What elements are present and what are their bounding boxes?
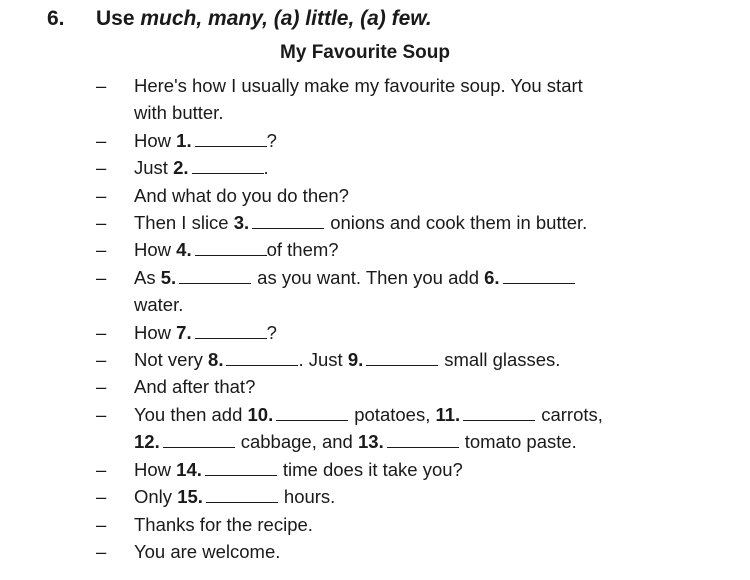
line-text: How (134, 321, 177, 343)
exercise-heading (47, 7, 432, 31)
dialogue-line-2 (96, 127, 736, 154)
page-title: My Favourite Soup (280, 42, 450, 63)
dialogue-line-7 (96, 264, 736, 319)
dialogue-line-11 (96, 401, 736, 456)
blank-12[interactable] (163, 433, 235, 448)
line-text: carrots, (541, 403, 603, 425)
blank-number: 15. (177, 486, 203, 508)
blank-number: 12. (134, 431, 160, 453)
line-text: How (134, 458, 177, 480)
exercise-instruction-words: much, many, (a) little, (a) few. (140, 7, 432, 30)
line-text: as you want. Then you add (257, 266, 485, 288)
blank-number: 6. (484, 266, 500, 288)
blank-number: 10. (247, 403, 274, 425)
line-text: small glasses. (444, 349, 561, 371)
dialogue-line-6 (96, 236, 736, 263)
line-text: onions and cook them in butter. (330, 212, 588, 234)
dialogue-list (96, 72, 736, 565)
dialogue-line-3 (96, 154, 736, 181)
line-text: tomato paste. (464, 431, 577, 453)
dialogue-line-12 (96, 456, 736, 483)
line-text: And what do you do then? (134, 184, 349, 206)
line-text: . Just (298, 349, 348, 371)
line-text: You are welcome. (134, 540, 281, 562)
exercise-number: 6. (47, 7, 65, 30)
line-text: Then I slice (134, 212, 234, 234)
blank-number: 5. (160, 266, 177, 288)
line-text: time does it take you? (282, 458, 463, 480)
blank-number: 2. (173, 157, 189, 179)
blank-number: 7. (176, 321, 192, 343)
line-text: potatoes, (354, 403, 436, 425)
dialogue-line-5 (96, 209, 736, 236)
blank-number: 13. (358, 431, 384, 453)
line-continuation (134, 428, 736, 455)
blank-11[interactable] (463, 406, 535, 421)
line-text: How (134, 239, 177, 261)
dialogue-line-10 (96, 373, 736, 400)
dialogue-line-14 (96, 511, 736, 538)
line-text: Not very (134, 349, 209, 371)
line-text: Only (134, 486, 178, 508)
line-text: water. (134, 294, 184, 316)
line-text: ? (266, 321, 277, 343)
line-text: You then add (134, 403, 248, 425)
blank-10[interactable] (276, 406, 348, 421)
dialogue-line-1 (96, 72, 736, 127)
blank-number: 11. (435, 403, 461, 425)
line-text: And after that? (134, 376, 256, 398)
line-text: – Here's how I usually make my favourite soup. You start (134, 75, 583, 96)
dialogue-line-4 (96, 182, 736, 209)
blank-number: 4. (176, 239, 192, 261)
blank-9[interactable] (366, 351, 438, 366)
blank-7[interactable] (195, 324, 267, 339)
line-text: cabbage, and (240, 431, 358, 453)
blank-8[interactable] (226, 351, 298, 366)
exercise-instruction-prefix: Use (96, 7, 141, 30)
line-text: . (263, 157, 269, 179)
blank-5[interactable] (179, 269, 251, 284)
blank-number: 1. (176, 129, 192, 151)
dialogue-line-13 (96, 483, 736, 510)
blank-number: 9. (347, 349, 364, 371)
dialogue-line-15 (96, 538, 736, 565)
blank-number: 3. (233, 212, 250, 234)
blank-number: 8. (208, 349, 224, 371)
blank-14[interactable] (205, 461, 277, 476)
line-text: with butter. (134, 102, 224, 124)
line-text: of them? (266, 239, 339, 261)
blank-3[interactable] (252, 214, 324, 229)
blank-2[interactable] (192, 159, 264, 174)
blank-13[interactable] (387, 433, 459, 448)
line-text: How (134, 129, 177, 151)
blank-4[interactable] (195, 241, 267, 256)
blank-1[interactable] (195, 132, 267, 147)
blank-6[interactable] (503, 269, 575, 284)
dialogue-line-8 (96, 319, 736, 346)
dialogue-line-9 (96, 346, 736, 373)
line-text: As (134, 266, 161, 288)
line-text: Just (134, 157, 174, 179)
line-text: ? (266, 129, 277, 151)
blank-15[interactable] (206, 488, 278, 503)
line-text: Thanks for the recipe. (134, 513, 313, 535)
blank-number: 14. (176, 458, 202, 480)
line-text: hours. (283, 486, 336, 508)
